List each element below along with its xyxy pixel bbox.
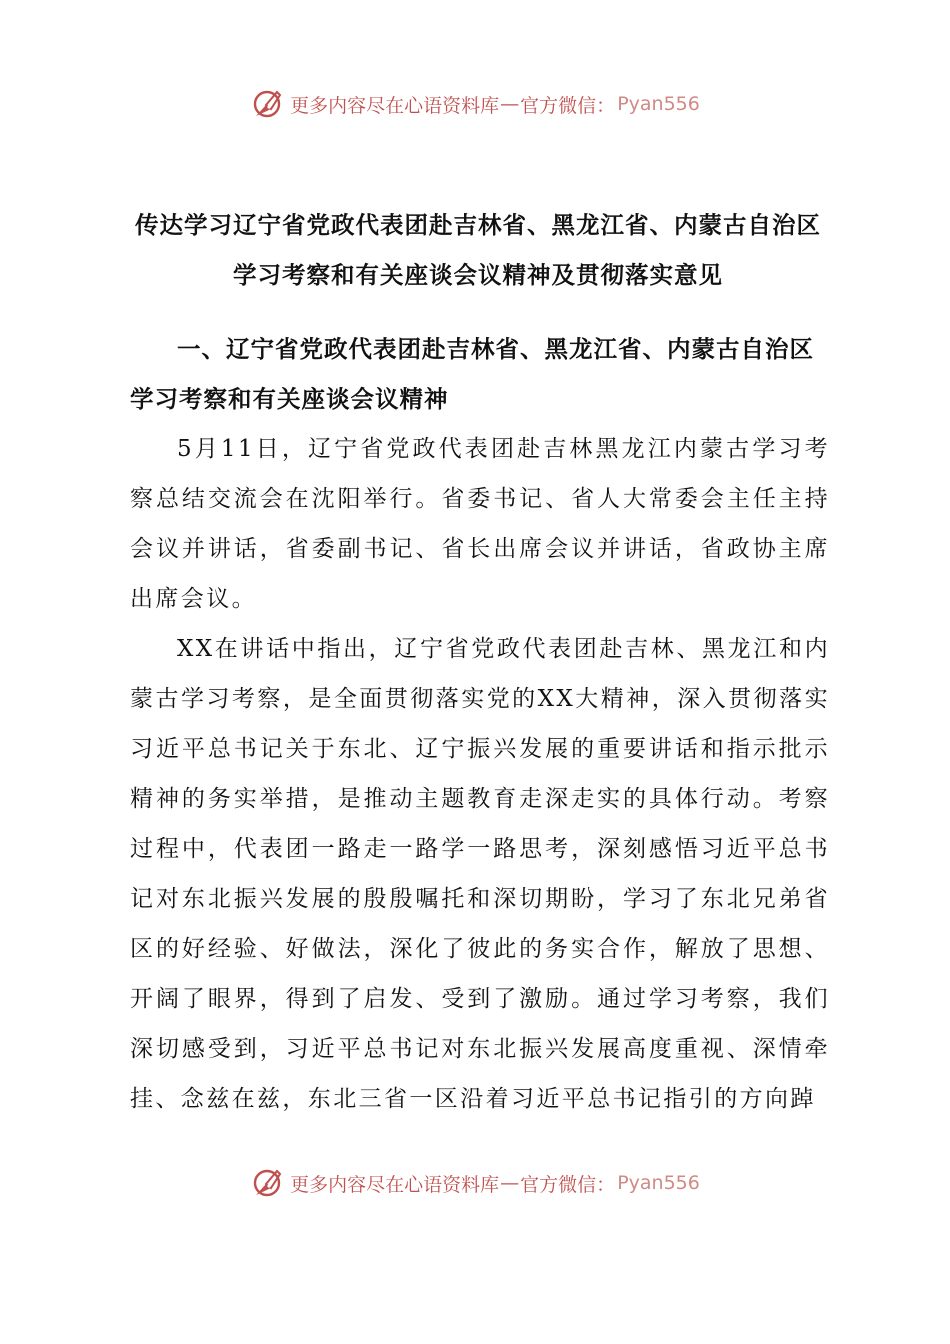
pen-nib-logo-icon: [250, 86, 286, 122]
banner-wechat-label: 官方微信：: [520, 1173, 616, 1196]
banner-separator: —: [500, 93, 520, 115]
banner-wechat-handle: Pyan556: [617, 93, 700, 115]
banner-separator: —: [500, 1172, 520, 1194]
document-title: 传达学习辽宁省党政代表团赴吉林省、黑龙江省、内蒙古自治区学习考察和有关座谈会议精神及贯彻落实意见: [135, 211, 821, 289]
paragraph-1: 5月11日，辽宁省党政代表团赴吉林黑龙江内蒙古学习考察总结交流会在沈阳举行。省委书记、省人大常委会主任主持会议并讲话，省委副书记、省长出席会议并讲话，省政协主席出席会议。: [130, 436, 830, 612]
banner-wechat-handle: Pyan556: [617, 1172, 700, 1194]
section-heading: 一、辽宁省党政代表团赴吉林省、黑龙江省、内蒙古自治区学习考察和有关座谈会议精神: [130, 335, 814, 413]
banner-brand: 更多内容尽在心语资料库: [290, 94, 500, 117]
banner-brand: 更多内容尽在心语资料库: [290, 1173, 500, 1196]
banner-wechat-label: 官方微信：: [520, 94, 616, 117]
footer-banner: [0, 1161, 950, 1205]
paragraph-2: XX在讲话中指出，辽宁省党政代表团赴吉林、黑龙江和内蒙古学习考察，是全面贯彻落实党的XX大精神，深入贯彻落实习近平总书记关于东北、辽宁振兴发展的重要讲话和指示批示精神的务实举措，是推动主题教育走深走实的具体行动。考察过程中，代表团一路走一路学一路思考，深刻感悟习近平总书记对东北振兴发展的殷殷嘱托和深切期盼，学习了东北兄弟省区的好经验、好做法，深化了彼此的务实合作，解放了思想、开阔了眼界，得到了启发、受到了激励。通过学习考察，我们深切感受到，习近平总书记对东北振兴发展高度重视、深情牵挂、念兹在兹，东北三省一区沿着习近平总书记指引的方向踔: [130, 636, 830, 1112]
pen-nib-logo-icon: [250, 1165, 286, 1201]
header-banner: [0, 82, 950, 126]
